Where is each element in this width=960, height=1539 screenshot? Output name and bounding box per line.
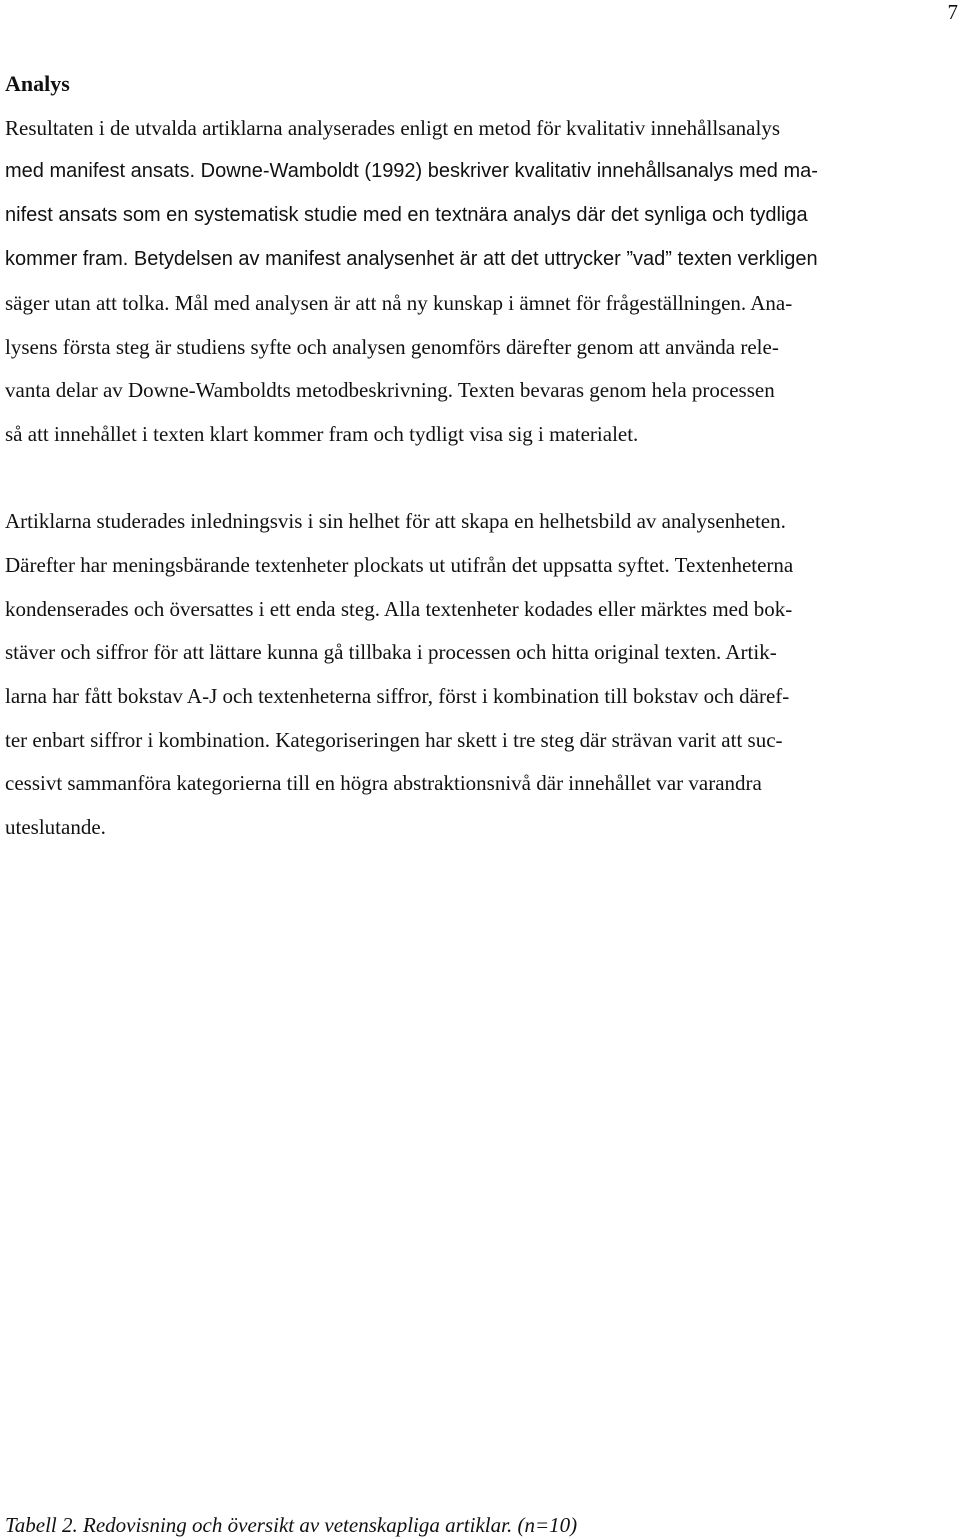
text-line: med manifest ansats. Downe-Wamboldt (1992) beskriver kvalitativ innehållsanalys med ma- — [5, 160, 818, 182]
text-line: Därefter har meningsbärande textenheter plockats ut utifrån det uppsatta syftet. Textenheterna — [5, 553, 794, 577]
text-line: säger utan att tolka. Mål med analysen är att nå ny kunskap i ämnet för frågeställningen. Ana- — [5, 291, 793, 315]
text-line: Resultaten i de utvalda artiklarna analyserades enligt en metod för kvalitativ innehållsanalys — [5, 116, 780, 140]
text-line: larna har fått bokstav A-J och textenheterna siffror, först i kombination till bokstav och däref- — [5, 684, 790, 708]
section-heading: Analys — [5, 71, 70, 96]
text-line: cessivt sammanföra kategorierna till en högra abstraktionsnivå där innehållet var varandra — [5, 771, 762, 795]
page-number: 7 — [947, 0, 958, 24]
text-line: vanta delar av Downe-Wamboldts metodbeskrivning. Texten bevaras genom hela processen — [5, 378, 775, 402]
text-line: uteslutande. — [5, 815, 106, 839]
text-line: kondenserades och översattes i ett enda steg. Alla textenheter kodades eller märktes med bok- — [5, 597, 793, 621]
table-caption: Tabell 2. Redovisning och översikt av vetenskapliga artiklar. (n=10) — [5, 1513, 578, 1537]
text-line: kommer fram. Betydelsen av manifest analysenhet är att det uttrycker ”vad” texten verkligen — [5, 248, 818, 270]
text-line: nifest ansats som en systematisk studie med en textnära analys där det synliga och tydliga — [5, 204, 808, 226]
text-line: ter enbart siffror i kombination. Kategoriseringen har skett i tre steg där strävan varit att suc- — [5, 728, 783, 752]
text-line: stäver och siffror för att lättare kunna gå tillbaka i processen och hitta original texten. Artik- — [5, 640, 777, 664]
text-line: Artiklarna studerades inledningsvis i sin helhet för att skapa en helhetsbild av analysenheten. — [5, 509, 786, 533]
text-line: så att innehållet i texten klart kommer fram och tydligt visa sig i materialet. — [5, 422, 639, 446]
text-line: lysens första steg är studiens syfte och analysen genomförs därefter genom att använda rele- — [5, 335, 779, 359]
